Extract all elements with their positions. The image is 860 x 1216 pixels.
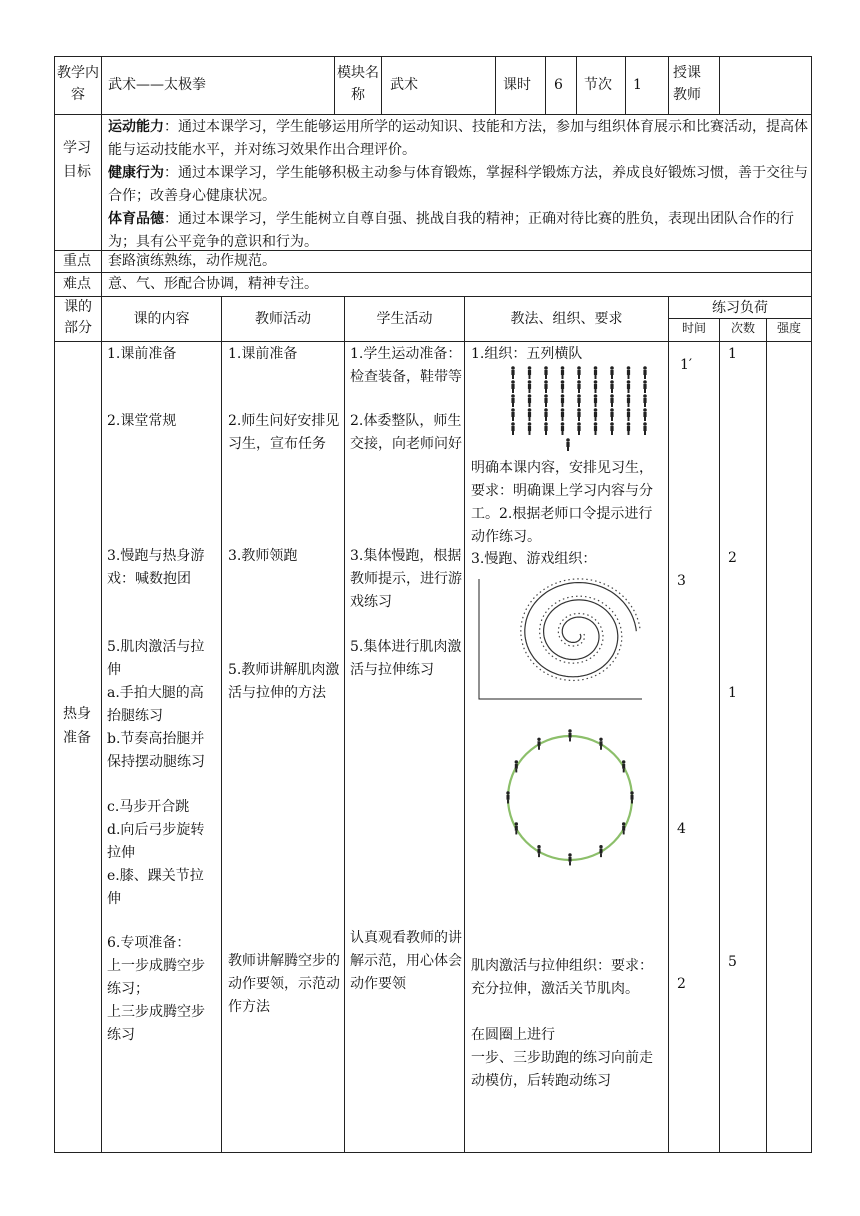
content-item: b.节奏高抬腿并保持摆动腿练习 bbox=[107, 731, 205, 770]
student-figure bbox=[577, 422, 581, 435]
method-item: 3.慢跑、游戏组织： bbox=[471, 551, 597, 567]
student-figure bbox=[528, 394, 532, 407]
method-item: 一步、三步助跑的练习向前走动模仿，后转跑动练习 bbox=[471, 1050, 653, 1089]
circle-student-figure bbox=[568, 853, 571, 865]
student-figure bbox=[643, 394, 647, 407]
method-item: 在圆圈上进行 bbox=[471, 1027, 555, 1043]
col-load: 练习负荷 bbox=[712, 300, 768, 316]
objective-title: 运动能力 bbox=[108, 119, 164, 135]
difficulty-label: 难点 bbox=[63, 276, 91, 292]
student-figure bbox=[528, 422, 532, 435]
circle-track bbox=[508, 736, 632, 860]
student-figure bbox=[511, 380, 515, 393]
student-figure bbox=[561, 422, 565, 435]
objective-title: 健康行为 bbox=[108, 165, 164, 181]
content-item: c.马步开合跳 bbox=[107, 799, 190, 815]
content-item: 3.慢跑与热身游戏：喊数抱团 bbox=[107, 548, 205, 587]
objective-item bbox=[108, 162, 808, 208]
student-figure bbox=[561, 380, 565, 393]
teacher-item: 1.课前准备 bbox=[228, 346, 298, 362]
student-figure bbox=[594, 408, 598, 421]
student-figure bbox=[528, 380, 532, 393]
student-figure bbox=[643, 380, 647, 393]
student-figure bbox=[627, 380, 631, 393]
student-figure bbox=[610, 394, 614, 407]
session-label: 节次 bbox=[584, 77, 612, 93]
student-figure bbox=[511, 394, 515, 407]
student-item: 2.体委整队，师生交接，向老师问好 bbox=[350, 413, 462, 452]
student-figure bbox=[577, 408, 581, 421]
student-figure bbox=[561, 394, 565, 407]
session-value: 1 bbox=[633, 77, 642, 93]
method-item: 明确本课内容，安排见习生，要求：明确课上学习内容与分工。2.根据老师口令提示进行动作练习。 bbox=[471, 460, 653, 545]
content-item: d.向后弓步旋转拉伸 bbox=[107, 822, 205, 861]
content-item: e.膝、踝关节拉伸 bbox=[107, 868, 204, 907]
content-value: 武术——太极拳 bbox=[108, 77, 206, 93]
objectives-label: 学习目标 bbox=[63, 140, 91, 180]
col-count: 次数 bbox=[730, 321, 755, 335]
count-value: 1 bbox=[728, 346, 737, 362]
objective-text: ：通过本课学习，学生能够运用所学的运动知识、技能和方法，参加与组织体育展示和比赛活动，提高体能与运动技能水平，并对练习效果作出合理评价。 bbox=[108, 119, 808, 158]
student-figure bbox=[594, 366, 598, 379]
student-figure bbox=[643, 366, 647, 379]
time-value: 3 bbox=[677, 573, 686, 589]
spiral-dotted-path bbox=[521, 579, 641, 681]
content-label: 教学内容 bbox=[57, 65, 99, 103]
content-item: 6.专项准备： bbox=[107, 935, 191, 951]
objective-item bbox=[108, 116, 808, 162]
content-item: 1.课前准备 bbox=[107, 346, 177, 362]
circle-student-figure bbox=[537, 738, 540, 750]
student-figure bbox=[627, 408, 631, 421]
student-figure bbox=[594, 422, 598, 435]
student-item: 3.集体慢跑，根据教师提示，进行游戏练习 bbox=[350, 548, 462, 610]
teacher-label: 授课教师 bbox=[673, 65, 701, 103]
content-item: 5.肌肉激活与拉伸 bbox=[107, 639, 205, 678]
section-part: 热身准备 bbox=[63, 706, 91, 746]
teacher-item: 2.师生问好安排见习生，宣布任务 bbox=[228, 413, 340, 452]
student-figure bbox=[643, 422, 647, 435]
circle-student-figure bbox=[599, 845, 602, 857]
objective-text: ：通过本课学习，学生能树立自尊自强、挑战自我的精神；正确对待比赛的胜负，表现出团队合作的行为；具有公平竞争的意识和行为。 bbox=[108, 211, 794, 250]
student-figure bbox=[544, 422, 548, 435]
student-figure bbox=[594, 394, 598, 407]
col-intensity: 强度 bbox=[776, 321, 801, 335]
time-value: 2 bbox=[677, 976, 686, 992]
circle-student-figure bbox=[537, 845, 540, 857]
student-figure bbox=[610, 422, 614, 435]
count-value: 5 bbox=[728, 954, 737, 970]
student-figure bbox=[511, 366, 515, 379]
hours-label: 课时 bbox=[503, 77, 531, 93]
objective-title: 体育品德 bbox=[108, 211, 164, 227]
student-item: 认真观看教师的讲解示范，用心体会动作要领 bbox=[350, 930, 462, 992]
objective-item bbox=[108, 208, 808, 254]
student-figure bbox=[627, 366, 631, 379]
student-figure bbox=[627, 394, 631, 407]
key-point-value: 套路演练熟练，动作规范。 bbox=[108, 253, 276, 269]
difficulty-value: 意、气、形配合协调，精神专注。 bbox=[108, 276, 318, 292]
circle-student-figure bbox=[568, 729, 571, 741]
col-teacher: 教师活动 bbox=[255, 311, 311, 327]
student-figure bbox=[643, 408, 647, 421]
col-part: 课的部分 bbox=[64, 299, 92, 336]
objectives-list bbox=[108, 116, 808, 254]
student-figure bbox=[610, 366, 614, 379]
student-figure bbox=[511, 422, 515, 435]
student-figure bbox=[610, 380, 614, 393]
col-time: 时间 bbox=[681, 321, 706, 335]
student-figure bbox=[544, 380, 548, 393]
method-item: 1.组织：五列横队 bbox=[471, 346, 583, 362]
student-figure bbox=[528, 366, 532, 379]
count-value: 2 bbox=[728, 550, 737, 566]
teacher-figure bbox=[566, 438, 570, 451]
student-figure bbox=[577, 366, 581, 379]
student-figure bbox=[544, 394, 548, 407]
circle-formation-diagram bbox=[495, 718, 645, 878]
key-point-label: 重点 bbox=[63, 253, 91, 269]
content-item: 上一步成腾空步练习； bbox=[107, 958, 205, 997]
hours-value: 6 bbox=[554, 77, 563, 93]
content-item: 2.课堂常规 bbox=[107, 413, 177, 429]
col-content: 课的内容 bbox=[133, 311, 190, 327]
col-student: 学生活动 bbox=[376, 311, 433, 327]
time-value: 1′ bbox=[680, 357, 693, 373]
student-figure bbox=[561, 366, 565, 379]
objective-text: ：通过本课学习，学生能够积极主动参与体育锻炼，掌握科学锻炼方法，养成良好锻炼习惯，善于交往与合作；改善身心健康状况。 bbox=[108, 165, 808, 204]
student-item: 5.集体进行肌肉激活与拉伸练习 bbox=[350, 639, 462, 678]
content-item: 上三步成腾空步练习 bbox=[107, 1004, 205, 1043]
teacher-item: 3.教师领跑 bbox=[228, 548, 298, 564]
student-figure bbox=[544, 366, 548, 379]
student-item: 1.学生运动准备：检查装备，鞋带等 bbox=[350, 346, 462, 385]
formation-five-rows-diagram bbox=[505, 364, 655, 454]
module-value: 武术 bbox=[390, 77, 418, 93]
time-value: 4 bbox=[677, 821, 686, 837]
spiral-jogging-diagram bbox=[476, 577, 646, 702]
col-method: 教法、组织、要求 bbox=[510, 311, 623, 327]
student-figure bbox=[594, 380, 598, 393]
student-figure bbox=[577, 394, 581, 407]
student-figure bbox=[511, 408, 515, 421]
circle-student-figure bbox=[599, 738, 602, 750]
teacher-item: 教师讲解腾空步的动作要领，示范动作方法 bbox=[228, 953, 340, 1015]
teacher-item: 5.教师讲解肌肉激活与拉伸的方法 bbox=[228, 662, 340, 701]
student-figure bbox=[577, 380, 581, 393]
student-figure bbox=[544, 408, 548, 421]
student-figure bbox=[610, 408, 614, 421]
module-label: 模块名称 bbox=[337, 65, 379, 103]
content-item: a.手拍大腿的高抬腿练习 bbox=[107, 685, 204, 724]
method-item: 肌肉激活与拉伸组织：要求：充分拉伸，激活关节肌肉。 bbox=[471, 958, 653, 997]
student-figure bbox=[561, 408, 565, 421]
student-figure bbox=[528, 408, 532, 421]
student-figure bbox=[627, 422, 631, 435]
count-value: 1 bbox=[728, 685, 737, 701]
